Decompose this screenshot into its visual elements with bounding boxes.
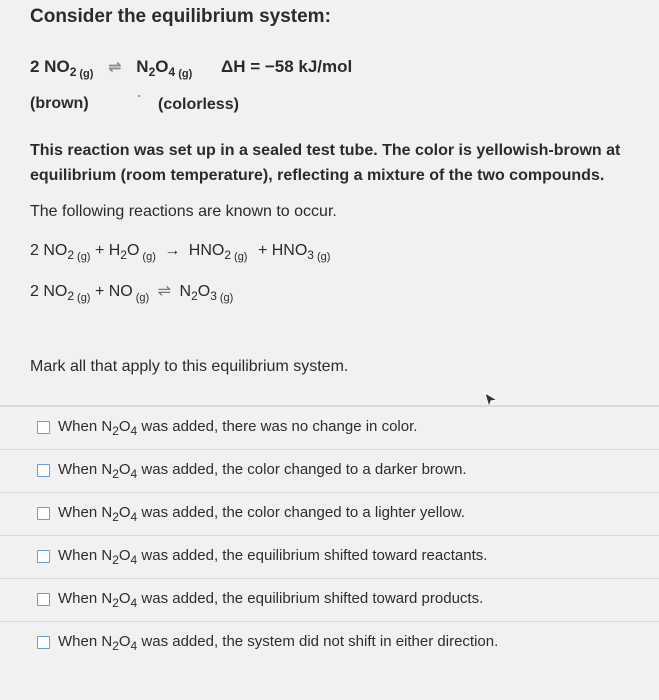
brown-label: (brown) <box>30 95 89 112</box>
option-row[interactable] <box>0 621 659 664</box>
reaction-1: 2 $NO_2$ $_{(g)} + H_2O$ $_{(g)} \to HNO_2$ $_{(g)} + HNO_3$ $_{(g)}$ <box>30 242 331 263</box>
option-label[interactable]: When $N_2O_4$ was added, there was no change in color. <box>58 418 418 438</box>
option-label[interactable]: When $N_2O_4$ was added, the equilibrium shifted toward products. <box>58 590 484 610</box>
main-equation: 2 $NO_2$ $_{(g)}$ ⇌ $N_2O_4$ $_{(g)}$ ΔH = −58 kJ/mol <box>30 57 353 80</box>
checkbox[interactable] <box>37 636 50 649</box>
reaction-2: 2 $NO_2$ $_{(g)}$ + NO $_{(g)}$ ⇌ $N_2O_3$ $_{(g)}$ <box>30 283 234 304</box>
option-label[interactable]: When $N_2O_4$ was added, the system did not shift in either direction. <box>58 633 499 653</box>
equilibrium-arrow-icon: ⇌ <box>157 283 172 300</box>
option-label[interactable]: When $N_2O_4$ was added, the color changed to a darker brown. <box>58 461 467 481</box>
checkbox[interactable] <box>37 507 50 520</box>
checkbox[interactable] <box>37 464 50 477</box>
option-row[interactable] <box>0 492 659 535</box>
equilibrium-arrow-icon: ⇌ <box>108 59 122 76</box>
answer-options <box>0 405 659 664</box>
instruction: Mark all that apply to this equilibrium system. <box>30 358 349 375</box>
checkbox[interactable] <box>37 550 50 563</box>
option-row[interactable] <box>0 449 659 492</box>
option-row[interactable] <box>0 405 659 449</box>
option-row[interactable] <box>0 535 659 578</box>
reactions-intro: The following reactions are known to occur. <box>30 203 337 220</box>
option-row[interactable] <box>0 578 659 621</box>
checkbox[interactable] <box>37 593 50 606</box>
option-label[interactable]: When $N_2O_4$ was added, the equilibrium shifted toward reactants. <box>58 547 488 567</box>
checkbox[interactable] <box>37 421 50 434</box>
description-paragraph: This reaction was set up in a sealed test tube. The color is yellowish-brown at equilibrium (room temperature), reflecting a mixture of the two compounds. <box>30 142 621 184</box>
question-title: Consider the equilibrium system: <box>30 6 331 27</box>
colorless-label: (colorless) <box>158 96 239 113</box>
stray-mark <box>138 95 140 97</box>
delta-h: ΔH = −58 kJ/mol <box>220 57 353 76</box>
right-arrow-icon: → <box>164 242 181 259</box>
option-label[interactable]: When $N_2O_4$ was added, the color changed to a lighter yellow. <box>58 504 465 524</box>
